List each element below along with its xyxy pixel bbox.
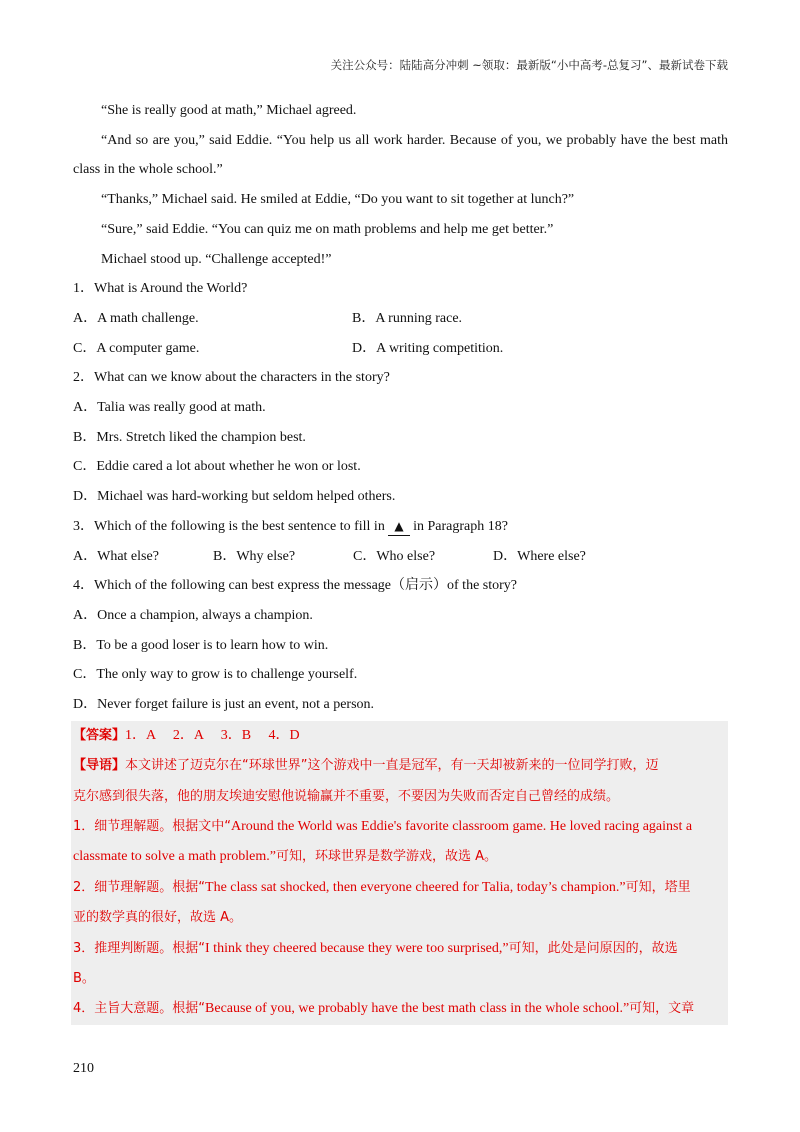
- story-paragraph: “And so are you,” said Eddie. “You help us all work harder. Because of you, we probably have the best math class in the whole school.”: [73, 132, 728, 178]
- option-c: C．Eddie cared a lot about whether he won or lost.: [73, 459, 361, 475]
- answer-label: 【答案】: [73, 727, 126, 743]
- triangle-icon: ▲: [394, 518, 404, 533]
- guide-text: 本文讲述了迈克尔在“环球世界”这个游戏中一直是冠军，有一天却被新来的一位同学打败，迈: [125, 758, 659, 774]
- stem-text: in Paragraph 18?: [409, 518, 508, 534]
- option-c: C．Who else?: [353, 548, 436, 564]
- guide-line: [73, 782, 728, 812]
- story-paragraph: “She is really good at math,” Michael agreed.: [101, 103, 357, 118]
- option-row: [73, 334, 728, 364]
- explanation-line: 3．推理判断题。根据“I think they cheered because they were too surprised,”可知，此处是问原因的，故选: [73, 940, 678, 956]
- stem-text: 3．Which of the following is the best sentence to fill in: [73, 518, 389, 534]
- option-d: D．A writing competition.: [352, 340, 504, 356]
- option-b: B．Mrs. Stretch liked the champion best.: [73, 429, 306, 445]
- option-d: D．Never forget failure is just an event, not a person.: [73, 697, 375, 713]
- question-stem: 2．What can we know about the characters in the story?: [73, 370, 390, 386]
- option-a: A．Talia was really good at math.: [73, 400, 266, 416]
- explanation-line: 1．细节理解题。根据文中“Around the World was Eddie's favorite classroom game. He loved racing against a: [73, 818, 693, 834]
- story-paragraph: “Sure,” said Eddie. “You can quiz me on math problems and help me get better.”: [101, 221, 554, 237]
- explanation-line: classmate to solve a math problem.”可知，环球世界是数学游戏，故选 A。: [73, 849, 497, 865]
- explanation-line: 亚的数学真的很好，故选 A。: [73, 910, 243, 926]
- option-a: A．What else?: [73, 548, 159, 564]
- guide-line: [73, 751, 728, 781]
- answer-text: 1．A 2．A 3．B 4．D: [125, 727, 300, 743]
- explanation-line: 4．主旨大意题。根据“Because of you, we probably have the best math class in the whole school.”可知，文章: [73, 1001, 695, 1017]
- option-c: C．The only way to grow is to challenge yourself.: [73, 667, 358, 683]
- option-a: A．Once a champion, always a champion.: [73, 607, 313, 623]
- answer-line: [73, 721, 728, 751]
- page-header: 关注公众号：陆陆高分冲刺 ~领取：最新版“小中高考-总复习”、最新试卷下载: [330, 58, 728, 72]
- option-row: [73, 542, 728, 572]
- option-row: [73, 304, 728, 334]
- option-b: B．To be a good loser is to learn how to win.: [73, 637, 329, 653]
- explanation-line: 2．细节理解题。根据“The class sat shocked, then everyone cheered for Talia, today’s champion.”可知，塔里: [73, 879, 691, 895]
- story-paragraph: “Thanks,” Michael said. He smiled at Eddie, “Do you want to sit together at lunch?”: [101, 192, 575, 208]
- option-d: D．Michael was hard-working but seldom helped others.: [73, 489, 396, 505]
- option-b: B．A running race.: [352, 310, 463, 326]
- question-stem: 1．What is Around the World?: [73, 281, 248, 297]
- option-a: A．A math challenge.: [73, 310, 199, 326]
- page-number: 210: [73, 1061, 94, 1076]
- explanation-line: B。: [73, 971, 95, 987]
- story-paragraph: Michael stood up. “Challenge accepted!”: [101, 251, 332, 267]
- question-1: [73, 274, 728, 363]
- answer-section: [71, 721, 728, 1025]
- question-3: [73, 512, 728, 571]
- option-c: C．A computer game.: [73, 340, 200, 356]
- option-b: B．Why else?: [213, 548, 296, 564]
- question-stem: 4．Which of the following can best express the message（启示）of the story?: [73, 578, 518, 594]
- question-2: [73, 363, 728, 512]
- question-4: [73, 571, 728, 720]
- guide-label: 【导语】: [73, 758, 126, 774]
- document-content: [73, 96, 728, 1025]
- fill-blank: [388, 518, 409, 536]
- option-d: D．Where else?: [493, 548, 586, 564]
- question-stem: [73, 512, 728, 542]
- guide-text: 克尔感到很失落，他的朋友埃迪安慰他说输赢并不重要，不要因为失败而否定自己曾经的成绩。: [73, 788, 620, 804]
- story-passage: [73, 96, 728, 274]
